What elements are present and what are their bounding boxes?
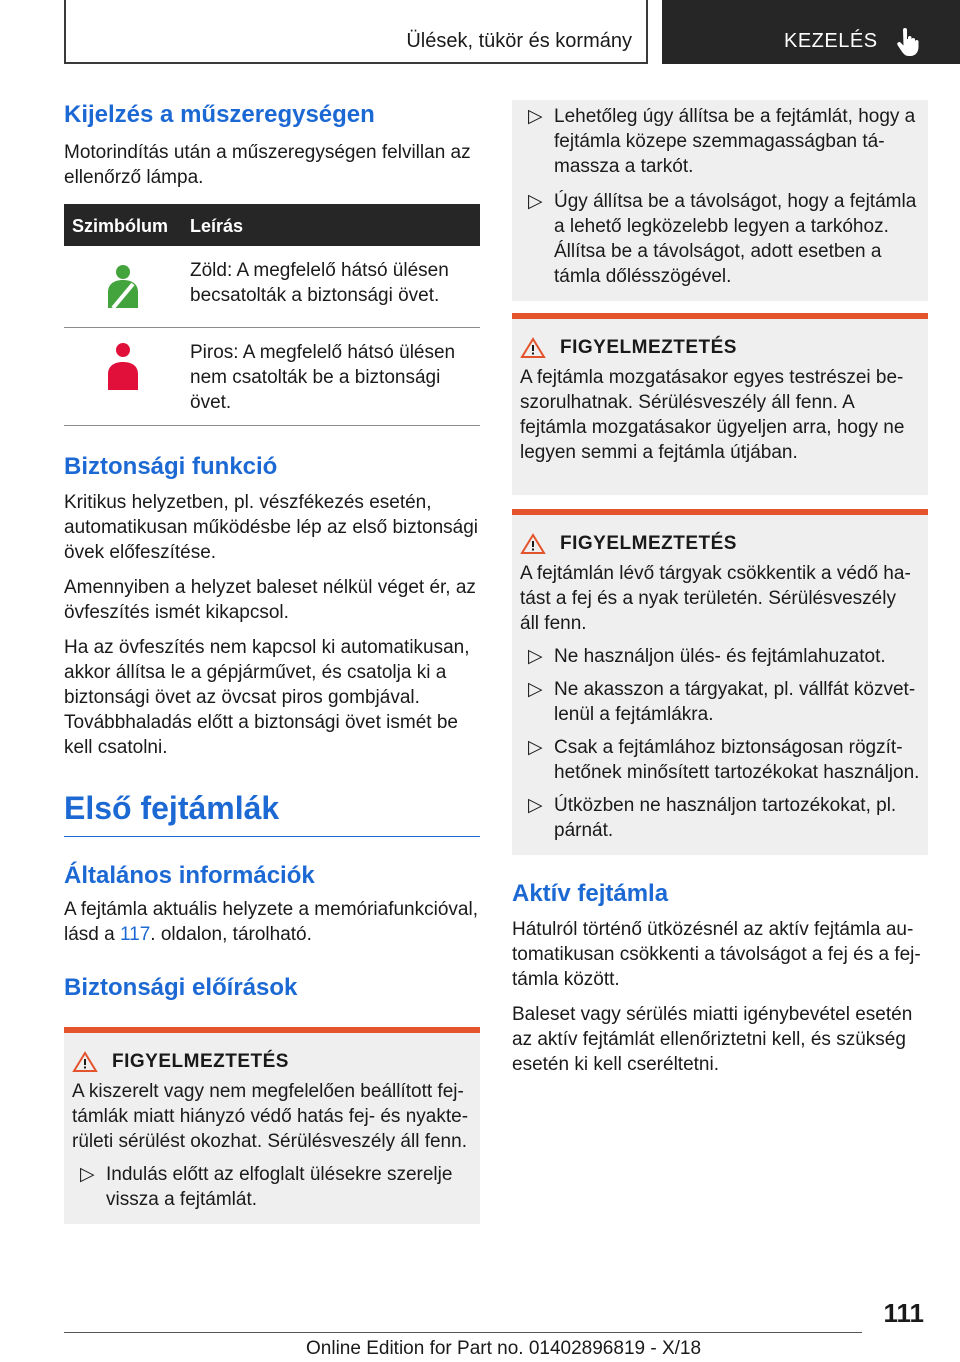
list-triangle-icon: ▷	[528, 191, 543, 212]
heading-active-headrest: Aktív fejtámla	[512, 880, 669, 907]
symbol-table	[64, 204, 480, 426]
table-header-description: Leírás	[182, 204, 480, 246]
list-triangle-icon: ▷	[80, 1164, 95, 1185]
table-header-symbol: Szimbólum	[64, 204, 182, 246]
list-triangle-icon: ▷	[528, 795, 543, 816]
heading-instrument-display: Kijelzés a műszeregységen	[64, 101, 375, 128]
list-item	[72, 1162, 472, 1212]
list-item-text: Indulás előtt az elfoglalt ülésekre szerelje vissza a fejtámlát.	[106, 1164, 453, 1210]
warning-text: A fejtámla mozgatásakor egyes testrészei beszorulhatnak. Sérülésveszély áll fenn. A fejtámla mozgatásakor ügyeljen arra, hogy ne legyen semmi a fejtámla útjában.	[520, 367, 905, 463]
heading-rule	[64, 836, 480, 837]
warning-triangle-icon	[520, 533, 546, 555]
table-cell-red: Piros: A megfelelő hátsó ülésen nem csatolták be a biztonsági övet.	[182, 328, 480, 426]
paragraph-memory-text-a: A fejtámla aktuális helyzete a memóriafunkcióval, lásd a	[64, 899, 478, 945]
list-triangle-icon: ▷	[528, 106, 543, 127]
table-row	[64, 246, 480, 328]
page-link-117[interactable]: 117	[119, 924, 151, 945]
warning-title: FIGYELMEZTETÉS	[560, 533, 737, 554]
table-row	[64, 328, 480, 426]
heading-front-headrests: Első fejtámlák	[64, 790, 280, 826]
list-item-text: Ne akasszon a tárgyakat, pl. vállfát közvetlenül a fejtámlákra.	[554, 679, 916, 725]
instructions-box	[512, 100, 928, 301]
warning-box	[512, 509, 928, 855]
footer-rule	[64, 1332, 862, 1333]
page-number: 111	[883, 1298, 924, 1328]
seatbelt-green-icon	[103, 264, 143, 310]
list-item-text: Útközben ne használjon tartozékokat, pl. párnát.	[554, 795, 897, 841]
list-item	[520, 189, 920, 289]
list-item	[520, 677, 920, 727]
paragraph-instrument-lamp: Motorindítás után a műszeregységen felvillan az ellenőrző lámpa.	[64, 142, 471, 188]
right-column	[512, 100, 928, 1077]
list-item-text: Ne használjon ülés- és fejtámlahuzatot.	[554, 646, 886, 667]
table-cell-green: Zöld: A megfelelő hátsó ülésen becsatolták a biztonsági övet.	[182, 246, 480, 328]
heading-general-info: Általános információk	[64, 862, 315, 889]
list-item-text: Lehetőleg úgy állítsa be a fejtámlát, hogy a fejtámla közepe szemmagasságban támassza a tarkót.	[554, 106, 916, 177]
warning-text: A fejtámlán lévő tárgyak csökkentik a védő hatást a fej és a nyak területén. Sérülésveszély áll fenn.	[520, 563, 911, 634]
list-item	[520, 793, 920, 843]
list-item	[520, 735, 920, 785]
list-item	[520, 104, 920, 179]
warning-box	[512, 313, 928, 495]
header-section-title: Ülések, tükör és kormány	[406, 30, 632, 52]
paragraph-active-headrest: Hátulról történő ütközésnél az aktív fejtámla automatikusan csökkenti a távolságot a fej és a fejtámla között.	[512, 919, 921, 990]
heading-safety-function: Biztonsági funkció	[64, 453, 278, 480]
paragraph-inspection: Baleset vagy sérülés miatti igénybevétel esetén az aktív fejtámlát ellenőriztetni kell, és szükség esetén ki kell cseréltetni.	[512, 1004, 913, 1075]
header-section-box	[64, 0, 648, 64]
list-item	[520, 644, 920, 669]
paragraph-pretension: Kritikus helyzetben, pl. vészfékezés esetén, automatikusan működésbe lép az első biztonsági övek előfeszítése.	[64, 492, 479, 563]
hand-pointer-icon	[896, 28, 920, 56]
left-column	[64, 100, 480, 1224]
warning-triangle-icon	[72, 1051, 98, 1073]
warning-title: FIGYELMEZTETÉS	[112, 1051, 289, 1072]
warning-box	[64, 1027, 480, 1224]
warning-text: A kiszerelt vagy nem megfelelően beállított fejtámlák miatt hiányzó védő hatás fej- és nyakterületi sérülést okozhat. Sérülésveszély áll fenn.	[72, 1081, 469, 1152]
seatbelt-red-icon	[105, 342, 141, 392]
paragraph-manual-release: Ha az övfeszítés nem kapcsol ki automatikusan, akkor állítsa le a gépjárművet, és csatolja ki a biztonsági övet az övcsat piros gombjával. Továbbhaladás előtt a biztonsági övet ismét be kell csatolni.	[64, 637, 470, 758]
warning-triangle-icon	[520, 337, 546, 359]
heading-safety-rules: Biztonsági előírások	[64, 974, 298, 1001]
footer-edition: Online Edition for Part no. 01402896819 - X/18	[306, 1338, 702, 1359]
paragraph-memory-text-b: . oldalon, tárolható.	[150, 924, 312, 945]
warning-title: FIGYELMEZTETÉS	[560, 337, 737, 358]
paragraph-memory	[64, 897, 480, 947]
list-item-text: Úgy állítsa be a távolságot, hogy a fejtámla a lehető legközelebb legyen a tarkóhoz. Állítsa be a távolságot, adott esetben a támla dőlésszögével.	[554, 191, 917, 287]
list-item-text: Csak a fejtámlához biztonságosan rögzíthetőnek minősített tartozékokat használjon.	[554, 737, 920, 783]
list-triangle-icon: ▷	[528, 737, 543, 758]
header-chapter-title: KEZELÉS	[784, 30, 878, 52]
list-triangle-icon: ▷	[528, 646, 543, 667]
list-triangle-icon: ▷	[528, 679, 543, 700]
paragraph-release: Amennyiben a helyzet baleset nélkül véget ér, az övfeszítés ismét kikapcsol.	[64, 577, 476, 623]
